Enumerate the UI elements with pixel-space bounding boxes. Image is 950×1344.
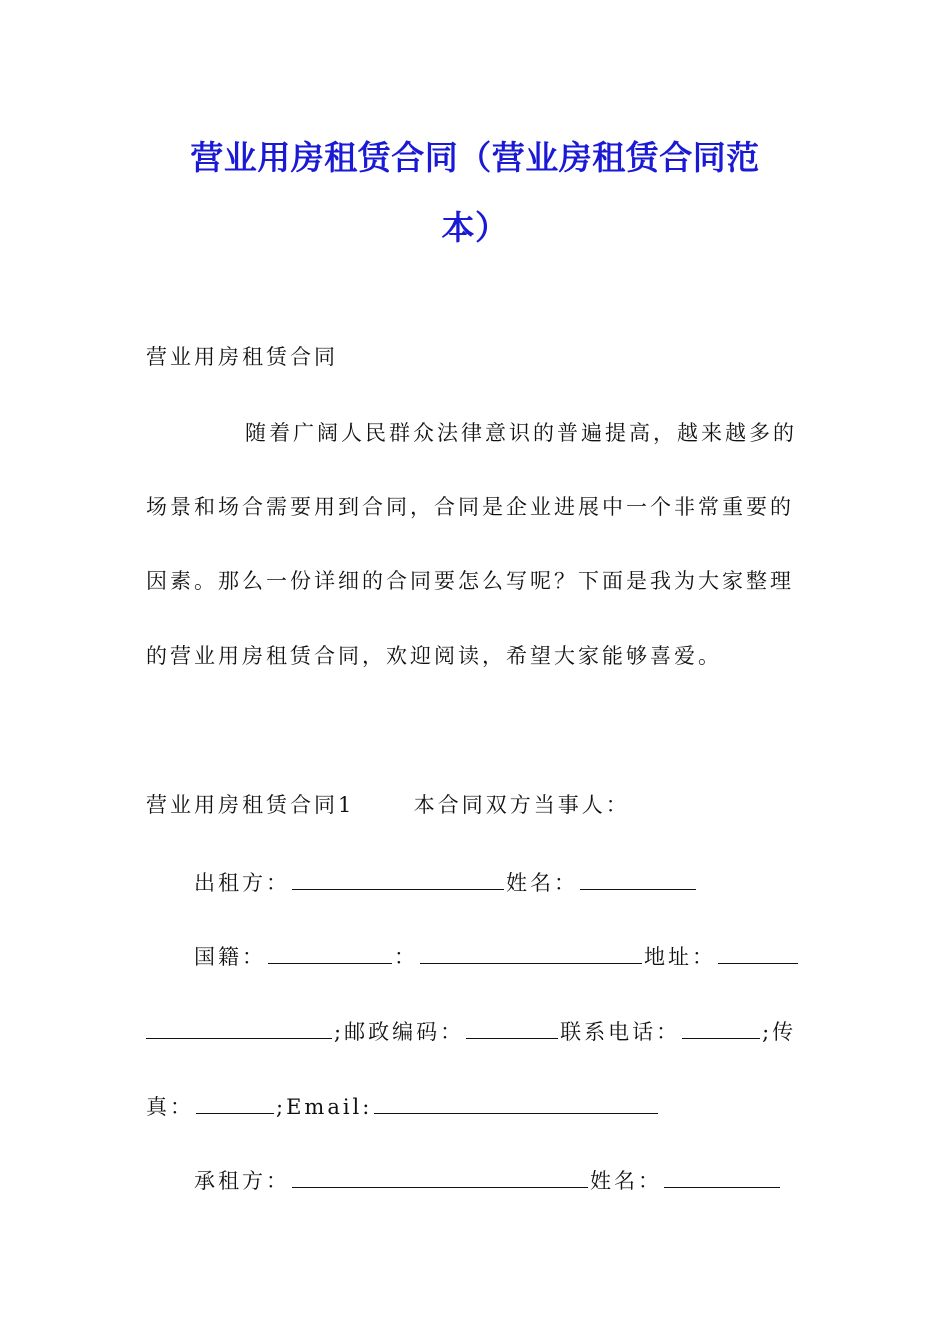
intro-paragraph-line-3: 因素。那么一份详细的合同要怎么写呢？下面是我为大家整理 [146, 569, 794, 593]
lessor-blank[interactable] [292, 867, 504, 890]
intro-paragraph-line-1: 随着广阔人民群众法律意识的普遍提高，越来越多的 [245, 421, 797, 445]
fax-email-row [146, 1091, 660, 1121]
lessor-row [194, 867, 698, 897]
intro-paragraph-line-2: 场景和场合需要用到合同，合同是企业进展中一个非常重要的 [146, 495, 794, 519]
lessor-name-blank[interactable] [580, 867, 696, 890]
phone-label: 联系电话： [560, 1020, 681, 1045]
nationality-blank[interactable] [268, 941, 392, 964]
lessee-name-blank[interactable] [664, 1165, 780, 1188]
phone-blank[interactable] [682, 1016, 760, 1039]
postcode-blank[interactable] [466, 1016, 558, 1039]
fax-blank[interactable] [196, 1091, 274, 1114]
email-blank[interactable] [374, 1091, 658, 1114]
postcode-label: ;邮政编码： [334, 1020, 465, 1045]
nationality-detail-blank[interactable] [420, 941, 642, 964]
fax-label-part-2: 真： [146, 1095, 194, 1120]
document-title-line-1: 营业用房租赁合同（营业房租赁合同范 [190, 138, 760, 177]
address-label: 地址： [644, 945, 716, 970]
nationality-label: 国籍： [194, 945, 266, 970]
fax-label-part-1: ;传 [762, 1020, 797, 1045]
colon-separator: ： [394, 945, 418, 970]
document-title-line-2: 本） [441, 208, 509, 247]
lessor-label: 出租方： [194, 871, 290, 896]
section-subtitle: 营业用房租赁合同 [146, 345, 338, 369]
address-blank-start[interactable] [718, 941, 798, 964]
lessor-name-label: 姓名： [506, 871, 578, 896]
address-blank-continued[interactable] [146, 1016, 332, 1039]
postcode-row [146, 1016, 796, 1046]
email-label: ;Email: [276, 1095, 373, 1120]
parties-intro: 本合同双方当事人： [413, 793, 630, 817]
contract-heading: 营业用房租赁合同1 [146, 793, 355, 817]
nationality-row [194, 941, 800, 971]
lessee-name-label: 姓名： [590, 1169, 662, 1194]
lessee-label: 承租方： [194, 1169, 290, 1194]
lessee-blank[interactable] [292, 1165, 588, 1188]
intro-paragraph-line-4: 的营业用房租赁合同，欢迎阅读，希望大家能够喜爱。 [146, 644, 722, 668]
lessee-row [194, 1165, 782, 1195]
contract-heading-row [146, 792, 630, 819]
